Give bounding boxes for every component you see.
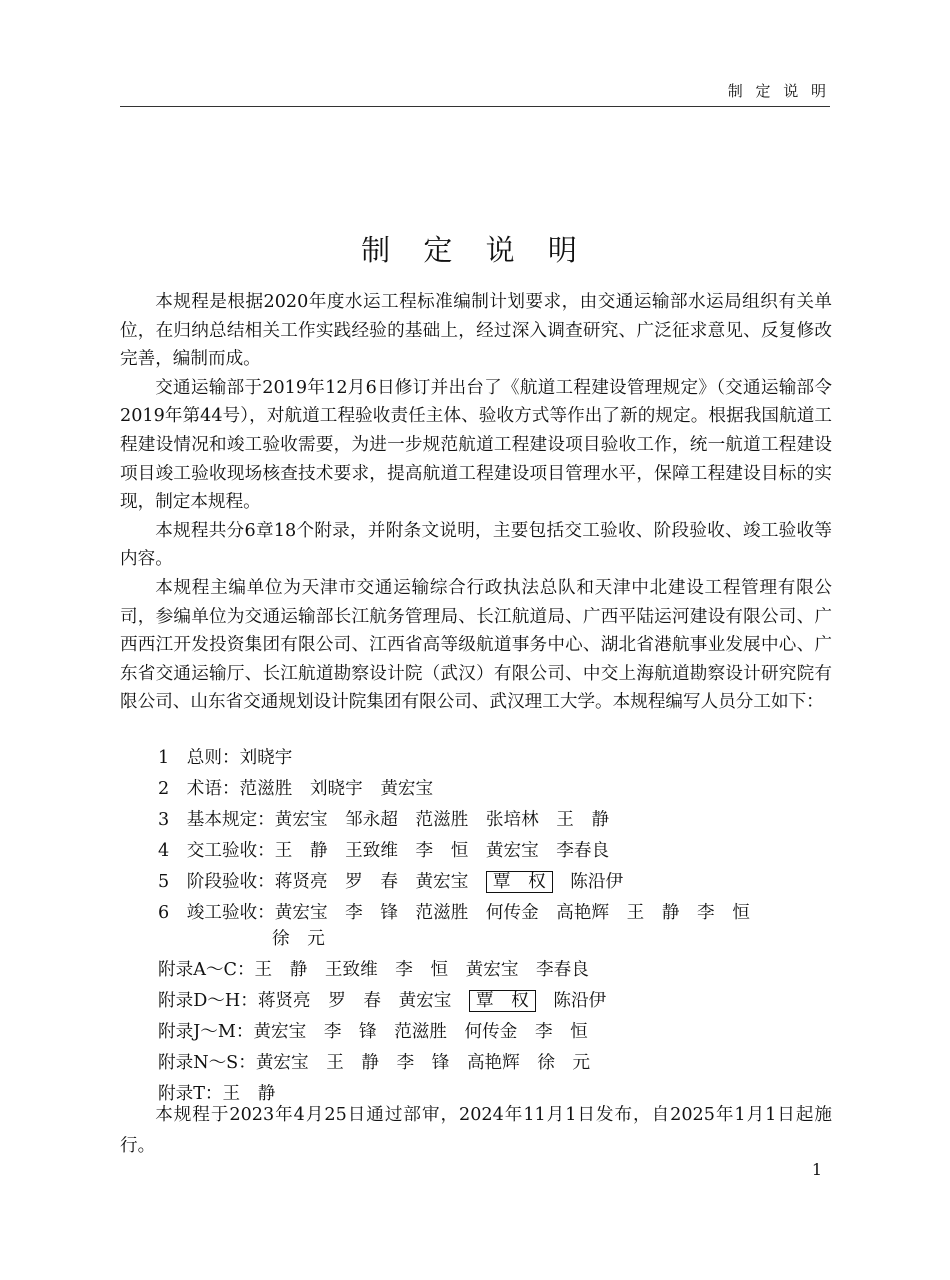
author-line-app-d-h-suffix: 陈沿伊 (535, 991, 607, 1011)
page-number: 1 (811, 1160, 822, 1179)
boxed-name-ch5: 覃 权 (486, 871, 553, 893)
paragraph-1: 本规程是根据2020年度水运工程标准编制计划要求，由交通运输部水运局组织有关单位，在归纳总结相关工作实践经验的基础上，经过深入调查研究、广泛征求意见、反复修改完善，编制而成。 (120, 292, 832, 370)
author-line-app-n-s: 附录N～S：黄宏宝 王 静 李 锋 高艳辉 徐 元 (158, 1053, 591, 1073)
boxed-name-app-d-h: 覃 权 (469, 990, 536, 1012)
page-title: 制 定 说 明 (361, 233, 589, 267)
author-line-ch3: 3 基本规定：黄宏宝 邹永超 范滋胜 张培林 王 静 (158, 810, 610, 830)
author-line-ch6-continued: 徐 元 (272, 929, 325, 949)
paragraph-4: 本规程主编单位为天津市交通运输综合行政执法总队和天津中北建设工程管理有限公司，参编单位为交通运输部长江航务管理局、长江航道局、广西平陆运河建设有限公司、广西西江开发投资集团有限公司、江西省高等级航道事务中心、湖北省港航事业发展中心、广东省交通运输厅、长江航道勘察设计院（武汉）有限公司、中交上海航道勘察设计研究院有限公司、山东省交通规划设计院集团有限公司、武汉理工大学。本规程编写人员分工如下： (120, 577, 832, 713)
author-line-ch1: 1 总则：刘晓宇 (158, 748, 293, 768)
paragraph-3: 本规程共分6章18个附录，并附条文说明，主要包括交工验收、阶段验收、竣工验收等内容。 (120, 520, 832, 570)
body-text (120, 288, 832, 717)
author-line-app-d-h (158, 987, 606, 1012)
author-line-app-j-m: 附录J～M：黄宏宝 李 锋 范滋胜 何传金 李 恒 (158, 1022, 588, 1042)
author-line-app-d-h-prefix: 附录D～H：蒋贤亮 罗 春 黄宏宝 (158, 991, 469, 1011)
author-line-ch2: 2 术语：范滋胜 刘晓宇 黄宏宝 (158, 779, 434, 799)
author-line-ch5 (158, 868, 623, 893)
author-line-ch4: 4 交工验收：王 静 王致维 李 恒 黄宏宝 李春良 (158, 841, 610, 861)
author-line-ch5-prefix: 5 阶段验收：蒋贤亮 罗 春 黄宏宝 (158, 872, 486, 892)
author-line-app-t: 附录T：王 静 (158, 1084, 276, 1104)
author-line-app-a-c: 附录A～C：王 静 王致维 李 恒 黄宏宝 李春良 (158, 960, 589, 980)
closing-text (120, 1100, 832, 1162)
author-line-ch5-suffix: 陈沿伊 (552, 872, 624, 892)
closing-paragraph: 本规程于2023年4月25日通过部审，2024年11月1日发布，自2025年1月1日起施行。 (120, 1105, 832, 1156)
header-rule (120, 106, 830, 107)
running-head: 制 定 说 明 (727, 82, 830, 100)
author-line-ch6: 6 竣工验收：黄宏宝 李 锋 范滋胜 何传金 高艳辉 王 静 李 恒 (158, 903, 750, 923)
paragraph-2: 交通运输部于2019年12月6日修订并出台了《航道工程建设管理规定》（交通运输部令2019年第44号），对航道工程验收责任主体、验收方式等作出了新的规定。根据我国航道工程建设情况和竣工验收需要，为进一步规范航道工程建设项目验收工作，统一航道工程建设项目竣工验收现场核查技术要求，提高航道工程建设项目管理水平，保障工程建设目标的实现，制定本规程。 (120, 377, 832, 513)
